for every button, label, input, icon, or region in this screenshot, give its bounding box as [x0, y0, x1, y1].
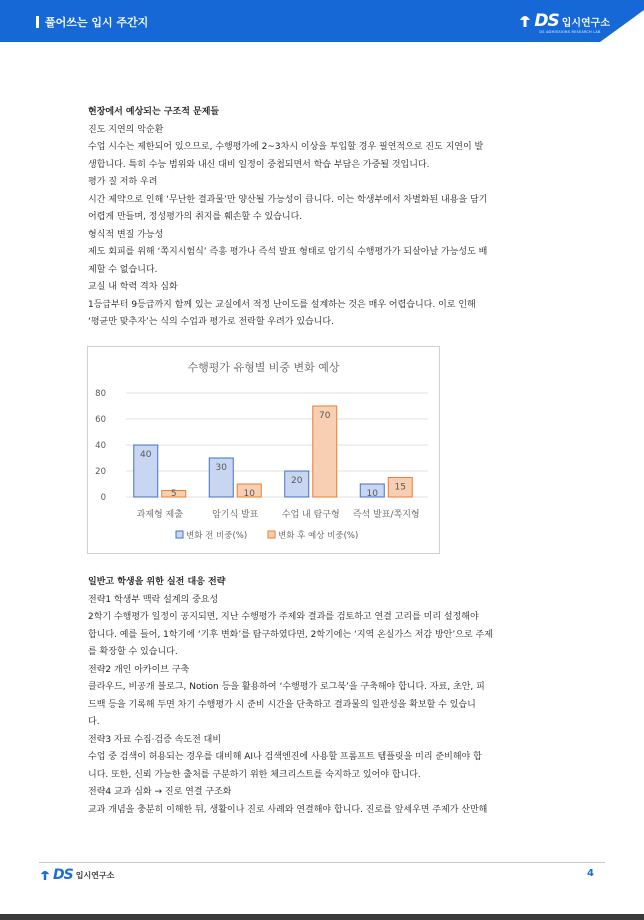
y-tick-label: 0	[100, 493, 106, 503]
y-tick-label: 80	[95, 389, 106, 399]
data-label: 15	[394, 482, 406, 493]
header-title-group	[36, 12, 148, 32]
body-text-line: 제도 회피를 위해 ‘쪽지시험식’ 즉흥 평가나 즉석 발표 형태로 암기식 수행평가가 되살아날 가능성도 배	[88, 247, 488, 257]
data-label: 30	[215, 463, 227, 473]
category-label: 수업 내 탐구형	[281, 510, 340, 520]
category-label: 암기식 발표	[212, 510, 259, 520]
footer-logo	[40, 867, 114, 883]
logo-ds: DS	[53, 867, 73, 883]
subsection-title: 진도 지연의 악순환	[88, 124, 164, 135]
bottom-edge-bar	[0, 914, 644, 920]
body-text-line: 시간 제약으로 인해 ‘무난한 결과물’만 양산될 가능성이 큽니다. 이는 학생부에서 차별화된 내용을 담기	[88, 194, 488, 205]
logo-name: 입시연구소	[561, 17, 610, 29]
data-label: 20	[291, 476, 303, 486]
subsection-title: 전략2 개인 아카이브 구축	[88, 664, 190, 675]
page-header	[0, 0, 644, 42]
body-text-line: 2학기 수행평가 일정이 공지되면, 지난 수행평가 주제와 결과를 검토하고 연결 고리를 미리 설정해야	[88, 612, 479, 622]
subsection-title: 전략4 교과 심화 → 진로 연결 구조화	[88, 787, 232, 797]
y-tick-label: 60	[95, 415, 106, 425]
body-text-line: 제할 수 없습니다.	[88, 264, 158, 275]
legend-swatch	[176, 531, 183, 538]
body-text-line: 니다. 또한, 신뢰 가능한 출처를 구분하기 위한 체크리스트를 숙지하고 있어야 합니다.	[88, 769, 421, 780]
category-label: 과제형 제출	[136, 510, 183, 520]
footer-divider	[39, 862, 605, 863]
y-tick-label: 20	[95, 467, 106, 477]
subsection-title: 전략3 자료 수집·검증 속도전 대비	[88, 734, 222, 745]
body-text-line: 생합니다. 특히 수능 범위와 내신 대비 일정이 중첩되면서 학습 부담은 가중될 것입니다.	[88, 159, 430, 170]
y-tick-label: 40	[95, 441, 106, 451]
header-bar-mark	[36, 16, 39, 28]
data-label: 40	[140, 450, 152, 460]
lamp-icon	[519, 14, 531, 28]
data-label: 10	[243, 489, 255, 499]
body-text-line: 교과 개념을 충분히 이해한 뒤, 생활이나 진로 사례와 연결해야 합니다. 진로를 앞세우면 주제가 산만해	[88, 804, 488, 815]
legend-swatch	[268, 531, 275, 538]
logo-name: 입시연구소	[75, 870, 115, 880]
body-text-line: ‘평균만 맞추자’는 식의 수업과 평가로 전락할 우려가 있습니다.	[88, 317, 334, 327]
chart-title: 수행평가 유형별 비중 변화 예상	[187, 361, 340, 374]
subsection-title: 평가 질 저하 우려	[88, 177, 158, 187]
body-text-line: 수업 중 검색이 허용되는 경우를 대비해 AI나 검색엔진에 사용할 프롬프트 템플릿을 미리 준비해야 합	[88, 752, 482, 762]
body-text-line: 다.	[88, 717, 100, 727]
section-heading: 일반고 학생을 위한 실전 대응 전략	[88, 577, 226, 587]
body-text-line: 를 확장할 수 있습니다.	[88, 647, 178, 657]
logo-ds: DS	[534, 11, 559, 31]
section-strategies	[88, 574, 554, 819]
body-text-line: 1등급부터 9등급까지 함께 있는 교실에서 적정 난이도를 설계하는 것은 매우 어렵습니다. 이로 인해	[88, 299, 476, 310]
header-title: 풀어쓰는 입시 주간지	[45, 16, 149, 29]
data-label: 70	[319, 411, 331, 421]
legend-label: 변화 전 비중(%)	[186, 531, 248, 541]
header-logo	[519, 11, 610, 34]
body-text-line: 클라우드, 비공개 블로그, Notion 등을 활용하여 ‘수행평가 로그북’을 구축해야 합니다. 자료, 초안, 피	[88, 682, 485, 692]
body-text-line: 드백 등을 기록해 두면 차기 수행평가 시 준비 시간을 단축하고 결과물의 일관성을 확보할 수 있습니	[88, 699, 476, 710]
category-label: 즉석 발표/쪽지형	[352, 510, 420, 520]
chart-svg	[88, 347, 439, 553]
subsection-title: 형식적 변질 가능성	[88, 229, 164, 240]
body-text-line: 수업 시수는 제한되어 있으므로, 수행평가에 2~3차시 이상을 투입할 경우 필연적으로 진도 지연이 발	[88, 142, 484, 152]
lamp-icon	[40, 869, 50, 881]
data-label: 5	[170, 489, 177, 499]
page-number: 4	[587, 868, 594, 879]
bar-chart	[87, 346, 440, 554]
body-text-line: 어렵게 만들며, 정성평가의 취지를 훼손할 수 있습니다.	[88, 212, 303, 222]
body-text-line: 합니다. 예를 들어, 1학기에 ‘기후 변화’를 탐구하였다면, 2학기에는 ‘지역 온실가스 저감 방안’으로 주제	[88, 629, 493, 640]
data-label: 10	[366, 489, 378, 499]
section-heading: 현장에서 예상되는 구조적 문제들	[88, 107, 220, 117]
subsection-title: 전략1 학생부 맥락 설계의 중요성	[88, 594, 219, 605]
subsection-title: 교실 내 학력 격차 심화	[88, 282, 178, 292]
section-structural-problems	[88, 104, 554, 332]
legend-label: 변화 후 예상 비중(%)	[278, 531, 359, 541]
logo-subtitle: DS ADMISSIONS RESEARCH LAB	[539, 30, 601, 34]
